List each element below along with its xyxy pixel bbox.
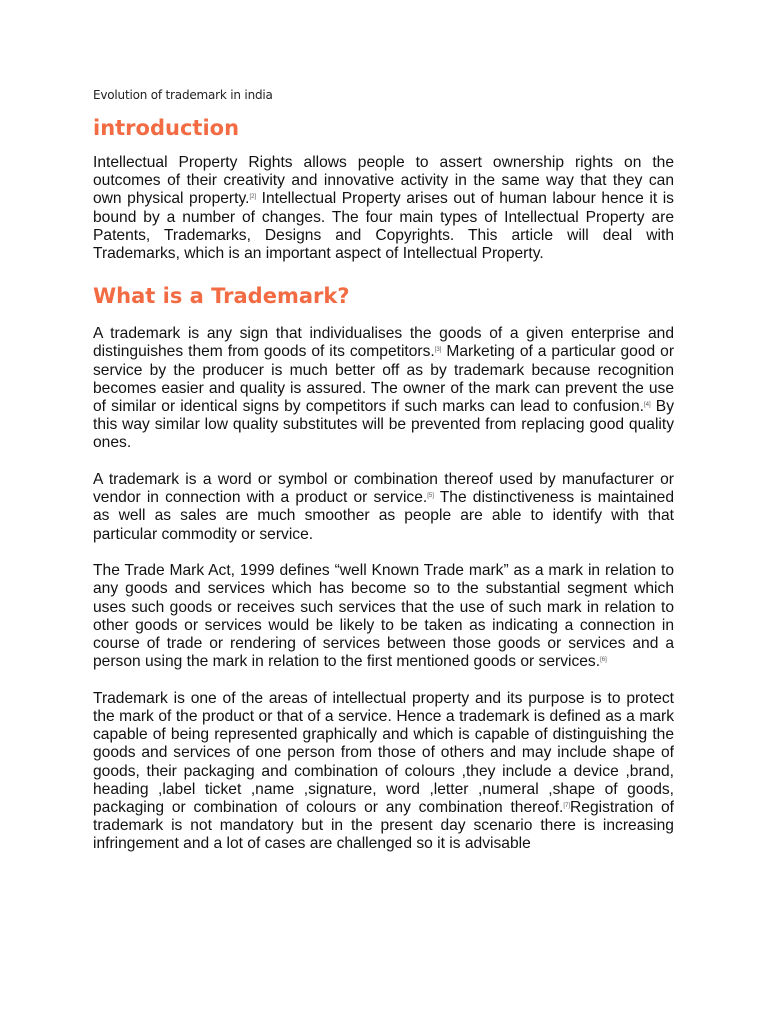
text-run: A trademark is a word or symbol or combination thereof used by manufacturer or vendor in connection with a product or service.	[93, 471, 674, 507]
text-run: Registration of trademark is not mandatory but in the present day scenario there is increasing infringement and a lot of cases are challenged so it is advisable	[93, 799, 675, 853]
text-run: Intellectual Property arises out of human labour hence it is bound by a number of changes. The four main types of Intellectual Property are Patents, Trademarks, Designs and Copyrights. This article will deal with Trademarks, which is an important aspect of Intellectual Property.	[93, 190, 674, 263]
trademark-paragraph-1	[93, 325, 674, 452]
text-run: Intellectual Property Rights allows people to assert ownership rights on the outcomes of their creativity and innovative activity in the same way that they can own physical property.	[93, 154, 674, 208]
intro-paragraph	[93, 154, 674, 263]
document-page	[93, 86, 674, 872]
footnote-ref-4[interactable]: [4]	[644, 402, 651, 409]
trademark-paragraph-4	[93, 690, 674, 854]
trademark-paragraph-3	[93, 562, 674, 671]
document-title: Evolution of trademark in india	[93, 88, 273, 102]
footnote-ref-5[interactable]: [5]	[427, 493, 434, 500]
footnote-ref-7[interactable]: [7]	[563, 803, 571, 810]
text-run: Marketing of a particular good or service by the producer is much better off as by trademark because recognition becomes easier and quality is assured. The owner of the mark can prevent the use of similar or identical signs by competitors if such marks can lead to confusion.	[93, 343, 675, 416]
footnote-ref-2[interactable]: [2]	[249, 194, 257, 201]
section-heading-what-is-a-trademark: What is a Trademark?	[93, 284, 350, 309]
footnote-ref-3[interactable]: [3]	[434, 347, 442, 354]
footnote-ref-6[interactable]: [6]	[600, 657, 607, 664]
text-run: A trademark is any sign that individualises the goods of a given enterprise and distinguishes them from goods of its competitors.	[93, 325, 674, 361]
text-run: Trademark is one of the areas of intellectual property and its purpose is to protect the mark of the product or that of a service. Hence a trademark is defined as a mark capable of being represented graphically and which is capable of distinguishing the goods and services of one person from those of others and may include shape of goods, their packaging and combination of colours ,they include a device ,brand, heading ,label ticket ,name ,signature, word ,letter ,numeral ,shape of goods, packaging or combination of colours or any combination thereof.	[93, 689, 674, 817]
text-run: The Trade Mark Act, 1999 defines “well Known Trade mark” as a mark in relation to any goods and services which has become so to the substantial segment which uses such goods or receives such services that the use of such mark in relation to other goods or services would be likely to be taken as indicating a connection in course of trade or rendering of services between those goods or services and a person using the mark in relation to the first mentioned goods or services.	[93, 562, 674, 671]
trademark-paragraph-2	[93, 471, 674, 544]
text-run: By this way similar low quality substitutes will be prevented from replacing good quality ones.	[93, 398, 675, 452]
text-run: The distinctiveness is maintained as well as sales are much smoother as people are able to identify with that particular commodity or service.	[93, 489, 675, 543]
section-heading-introduction: introduction	[93, 116, 240, 140]
